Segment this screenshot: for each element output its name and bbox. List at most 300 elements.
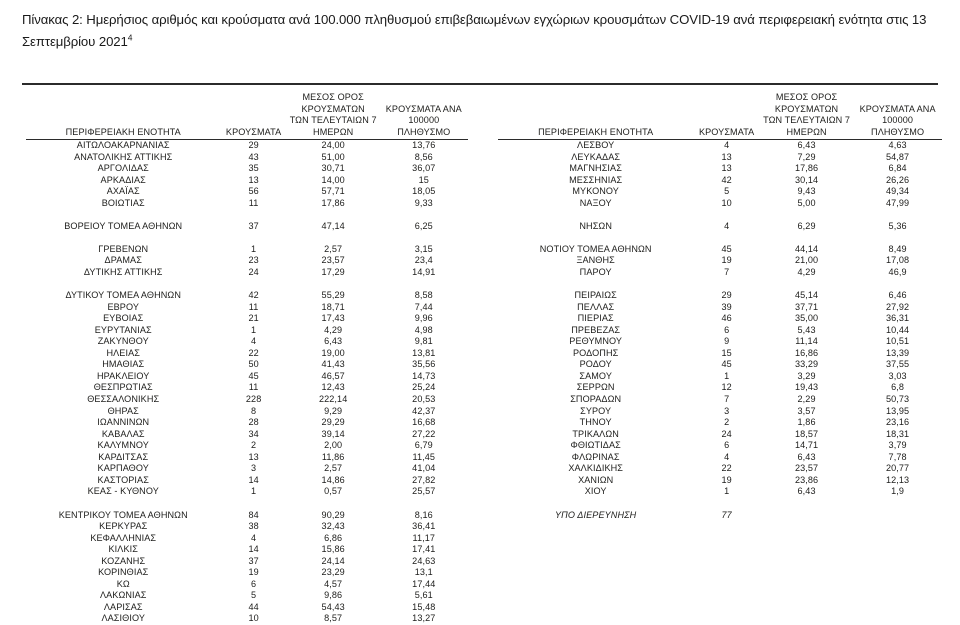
cell-per100k: 49,34 bbox=[885, 186, 910, 197]
table-row bbox=[498, 417, 942, 429]
cell-avg7: 5,00 bbox=[797, 197, 816, 208]
cell-region-name: ΒΟΡΕΙΟΥ ΤΟΜΕΑ ΑΘΗΝΩΝ bbox=[64, 220, 183, 231]
cell-avg7: 8,57 bbox=[324, 613, 343, 624]
cell-per100k: 10,51 bbox=[885, 336, 910, 347]
cell-per100k: 54,87 bbox=[885, 151, 910, 162]
cell-cases: 22 bbox=[248, 347, 259, 358]
cell-cases: 6 bbox=[724, 324, 730, 335]
cell-region-name: ΜΥΚΟΝΟΥ bbox=[572, 186, 619, 197]
cell-cases: 1 bbox=[251, 243, 257, 254]
table-row bbox=[26, 198, 468, 210]
cell-cases: 38 bbox=[248, 521, 259, 532]
cell-cases: 10 bbox=[248, 613, 259, 624]
cell-avg7: 23,86 bbox=[794, 474, 819, 485]
cell-per100k: 27,22 bbox=[412, 428, 436, 439]
cell-cases: 35 bbox=[248, 163, 259, 174]
cell-region-name: ΡΕΘΥΜΝΟΥ bbox=[569, 336, 623, 347]
cell-per100k: 7,78 bbox=[888, 451, 907, 462]
cell-per100k: 3,03 bbox=[888, 370, 907, 381]
cell-per100k: 17,44 bbox=[412, 578, 436, 589]
cell-cases: 45 bbox=[248, 370, 259, 381]
cell-cases: 37 bbox=[248, 220, 259, 231]
cell-per100k: 3,15 bbox=[414, 243, 433, 254]
cell-cases: 6 bbox=[724, 440, 730, 451]
cell-avg7: 9,29 bbox=[324, 405, 343, 416]
cell-avg7: 14,86 bbox=[321, 474, 345, 485]
cell-region-name: ΛΑΣΙΘΙΟΥ bbox=[101, 613, 145, 624]
cell-region-name: ΦΘΙΩΤΙΔΑΣ bbox=[570, 440, 621, 451]
cell-region-name: ΛΑΚΩΝΙΑΣ bbox=[99, 590, 147, 601]
table-row bbox=[498, 175, 942, 187]
cell-cases: 37 bbox=[248, 555, 259, 566]
cell-per100k: 36,07 bbox=[412, 163, 436, 174]
cell-per100k: 8,56 bbox=[414, 151, 433, 162]
table-row bbox=[26, 175, 468, 187]
cell-per100k: 16,68 bbox=[412, 417, 436, 428]
cell-cases: 29 bbox=[248, 140, 259, 150]
table-row bbox=[498, 452, 942, 464]
spacer-cell bbox=[26, 232, 468, 244]
cell-cases: 4 bbox=[724, 451, 730, 462]
table-row bbox=[26, 382, 468, 394]
cell-cases: 228 bbox=[245, 394, 262, 405]
cell-per100k: 17,08 bbox=[885, 255, 910, 266]
spacer-cell bbox=[26, 209, 468, 221]
spacer-cell bbox=[26, 279, 468, 291]
table-row bbox=[498, 152, 942, 164]
cell-avg7: 17,43 bbox=[321, 313, 345, 324]
cell-per100k: 8,58 bbox=[414, 290, 433, 301]
spacer-cell bbox=[498, 498, 942, 510]
cell-per100k: 12,13 bbox=[885, 474, 910, 485]
table-spacer-row bbox=[498, 279, 942, 291]
cell-avg7: 12,43 bbox=[321, 382, 345, 393]
cell-avg7: 41,43 bbox=[321, 359, 345, 370]
cell-cases: 46 bbox=[721, 313, 732, 324]
cell-region-name: ΚΩ bbox=[116, 578, 130, 589]
cell-region-name: ΞΑΝΘΗΣ bbox=[576, 255, 615, 266]
table-row bbox=[498, 510, 942, 522]
cell-avg7: 90,29 bbox=[321, 509, 345, 520]
cell-cases: 77 bbox=[721, 509, 732, 520]
cell-region-name: ΙΩΑΝΝΙΝΩΝ bbox=[97, 417, 150, 428]
table-row bbox=[26, 510, 468, 522]
table-row bbox=[26, 152, 468, 164]
cell-avg7: 2,00 bbox=[324, 440, 343, 451]
cell-per100k: 14,91 bbox=[412, 267, 436, 278]
col-header-avg7-line1: ΜΕΣΟΣ ΟΡΟΣ ΚΡΟΥΣΜΑΤΩΝ bbox=[301, 92, 365, 114]
cell-region-name: ΠΡΕΒΕΖΑΣ bbox=[571, 324, 621, 335]
right-data-table bbox=[498, 92, 942, 521]
col-header-per100k-line2: ΠΛΗΘΥΣΜΟ bbox=[871, 126, 925, 137]
cell-avg7: 6,43 bbox=[797, 451, 816, 462]
left-data-table bbox=[26, 92, 468, 625]
col-header-avg7-line2: ΤΩΝ ΤΕΛΕΥΤΑΙΩΝ 7 ΗΜΕΡΩΝ bbox=[763, 115, 851, 137]
cell-region-name: ΗΛΕΙΑΣ bbox=[106, 347, 140, 358]
cell-cases: 13 bbox=[248, 174, 259, 185]
table-row bbox=[26, 429, 468, 441]
cell-region-name: ΚΙΛΚΙΣ bbox=[108, 544, 138, 555]
cell-cases: 9 bbox=[724, 336, 730, 347]
cell-cases: 7 bbox=[724, 267, 730, 278]
cell-avg7: 19,00 bbox=[321, 347, 345, 358]
cell-region-name: ΦΛΩΡΙΝΑΣ bbox=[571, 451, 620, 462]
cell-avg7: 2,29 bbox=[797, 394, 816, 405]
cell-region-name: ΚΑΛΥΜΝΟΥ bbox=[97, 440, 149, 451]
cell-cases: 11 bbox=[248, 301, 259, 312]
cell-avg7: 21,00 bbox=[794, 255, 819, 266]
cell-cases: 15 bbox=[721, 347, 732, 358]
cell-cases: 29 bbox=[721, 290, 732, 301]
cell-per100k: 11,17 bbox=[412, 532, 436, 543]
table-row bbox=[26, 186, 468, 198]
cell-per100k: 5,36 bbox=[888, 220, 907, 231]
table-row bbox=[498, 336, 942, 348]
cell-region-name: ΗΡΑΚΛΕΙΟΥ bbox=[96, 370, 150, 381]
cell-avg7: 4,29 bbox=[324, 324, 343, 335]
cell-avg7: 54,43 bbox=[321, 601, 345, 612]
cell-avg7: 222,14 bbox=[318, 394, 348, 405]
table-row bbox=[498, 198, 942, 210]
cell-per100k: 7,44 bbox=[414, 301, 433, 312]
table-spacer-row bbox=[498, 232, 942, 244]
cell-region-name: ΖΑΚΥΝΘΟΥ bbox=[97, 336, 149, 347]
cell-cases: 43 bbox=[248, 151, 259, 162]
cell-per100k: 13,95 bbox=[885, 405, 910, 416]
cell-per100k: 15 bbox=[418, 174, 429, 185]
table-row bbox=[26, 567, 468, 579]
cell-per100k: 18,05 bbox=[412, 186, 436, 197]
col-header-cases: ΚΡΟΥΣΜΑΤΑ bbox=[693, 92, 760, 140]
cell-region-name: ΣΑΜΟΥ bbox=[579, 370, 612, 381]
cell-avg7: 51,00 bbox=[321, 151, 345, 162]
cell-region-name: ΡΟΔΟΠΗΣ bbox=[572, 347, 619, 358]
cell-cases: 4 bbox=[251, 336, 257, 347]
cell-region-name: ΘΕΣΠΡΩΤΙΑΣ bbox=[93, 382, 153, 393]
cell-cases: 3 bbox=[724, 405, 730, 416]
cell-cases: 5 bbox=[724, 186, 730, 197]
table-spacer-row bbox=[26, 209, 468, 221]
cell-cases: 42 bbox=[248, 290, 259, 301]
cell-avg7: 35,00 bbox=[794, 313, 819, 324]
cell-per100k: 47,99 bbox=[885, 197, 910, 208]
cell-avg7: 6,43 bbox=[324, 336, 343, 347]
cell-cases: 4 bbox=[724, 220, 730, 231]
cell-cases: 11 bbox=[248, 197, 259, 208]
cell-cases: 12 bbox=[721, 382, 732, 393]
table-row bbox=[26, 163, 468, 175]
cell-avg7: 45,14 bbox=[794, 290, 819, 301]
cell-cases: 4 bbox=[251, 532, 257, 543]
cell-cases: 34 bbox=[248, 428, 259, 439]
spacer-cell bbox=[498, 279, 942, 291]
cell-cases: 14 bbox=[248, 544, 259, 555]
table-row bbox=[498, 163, 942, 175]
cell-avg7: 23,57 bbox=[321, 255, 345, 266]
cell-avg7 bbox=[760, 510, 853, 522]
cell-avg7: 3,29 bbox=[797, 370, 816, 381]
cell-avg7: 2,57 bbox=[324, 243, 343, 254]
cell-cases: 45 bbox=[721, 359, 732, 370]
table-row bbox=[26, 440, 468, 452]
cell-per100k: 4,63 bbox=[888, 140, 907, 150]
cell-per100k: 8,16 bbox=[414, 509, 433, 520]
right-table-header bbox=[498, 92, 942, 140]
cell-region-name: ΘΗΡΑΣ bbox=[107, 405, 139, 416]
table-row bbox=[498, 244, 942, 256]
table-row bbox=[26, 613, 468, 625]
col-header-region: ΠΕΡΙΦΕΡΕΙΑΚΗ ΕΝΟΤΗΤΑ bbox=[26, 92, 220, 140]
header-row bbox=[26, 92, 468, 140]
cell-per100k: 13,39 bbox=[885, 347, 910, 358]
table-row bbox=[498, 313, 942, 325]
table-row bbox=[26, 371, 468, 383]
cell-cases: 1 bbox=[251, 486, 257, 497]
table-row bbox=[26, 290, 468, 302]
cell-cases: 11 bbox=[248, 382, 259, 393]
cell-avg7: 6,43 bbox=[797, 486, 816, 497]
table-row bbox=[26, 336, 468, 348]
cell-cases: 13 bbox=[248, 451, 259, 462]
table-row bbox=[26, 359, 468, 371]
cell-region-name: ΧΑΛΚΙΔΙΚΗΣ bbox=[568, 463, 623, 474]
cell-region-name: ΛΑΡΙΣΑΣ bbox=[103, 601, 143, 612]
cell-avg7: 46,57 bbox=[321, 370, 345, 381]
col-header-avg7-line2: ΤΩΝ ΤΕΛΕΥΤΑΙΩΝ 7 ΗΜΕΡΩΝ bbox=[289, 115, 377, 137]
cell-cases: 1 bbox=[724, 486, 730, 497]
table-row bbox=[498, 406, 942, 418]
cell-region-name: ΚΟΡΙΝΘΙΑΣ bbox=[98, 567, 149, 578]
table-row bbox=[26, 602, 468, 614]
table-spacer-row bbox=[498, 498, 942, 510]
cell-per100k: 13,76 bbox=[412, 140, 436, 150]
cell-cases: 28 bbox=[248, 417, 259, 428]
cell-region-name: ΠΙΕΡΙΑΣ bbox=[577, 313, 614, 324]
table-row bbox=[26, 244, 468, 256]
cell-avg7: 2,57 bbox=[324, 463, 343, 474]
cell-per100k: 6,25 bbox=[414, 220, 433, 231]
cell-cases: 7 bbox=[724, 394, 730, 405]
table-row bbox=[498, 371, 942, 383]
cell-per100k: 23,16 bbox=[885, 417, 910, 428]
cell-avg7: 47,14 bbox=[321, 220, 345, 231]
cell-region-name: ΑΝΑΤΟΛΙΚΗΣ ΑΤΤΙΚΗΣ bbox=[74, 151, 173, 162]
cell-region-name: ΔΥΤΙΚΟΥ ΤΟΜΕΑ ΑΘΗΝΩΝ bbox=[65, 290, 181, 301]
cell-cases: 8 bbox=[251, 405, 257, 416]
cell-region-name: ΑΡΓΟΛΙΔΑΣ bbox=[97, 163, 149, 174]
cell-region-name: ΗΜΑΘΙΑΣ bbox=[102, 359, 145, 370]
cell-per100k: 13,27 bbox=[412, 613, 436, 624]
cell-cases: 19 bbox=[721, 255, 732, 266]
cell-per100k: 18,31 bbox=[885, 428, 910, 439]
cell-per100k: 9,96 bbox=[414, 313, 433, 324]
table-row bbox=[26, 348, 468, 360]
caption-line-2: ενότητα στις 13 Σεπτεμβρίου 2021 bbox=[22, 12, 927, 49]
cell-region-name: ΒΟΙΩΤΙΑΣ bbox=[101, 197, 145, 208]
col-header-avg7 bbox=[287, 92, 380, 140]
table-spacer-row bbox=[26, 498, 468, 510]
cell-per100k: 6,84 bbox=[888, 163, 907, 174]
cell-avg7: 32,43 bbox=[321, 521, 345, 532]
cell-avg7: 9,43 bbox=[797, 186, 816, 197]
cell-cases: 4 bbox=[724, 140, 730, 150]
cell-per100k: 3,79 bbox=[888, 440, 907, 451]
cell-per100k: 24,63 bbox=[412, 555, 436, 566]
cell-region-name: ΕΥΡΥΤΑΝΙΑΣ bbox=[94, 324, 152, 335]
table-spacer-row bbox=[26, 232, 468, 244]
table-row bbox=[498, 255, 942, 267]
cell-region-name: ΧΙΟΥ bbox=[584, 486, 607, 497]
spacer-cell bbox=[26, 498, 468, 510]
cell-region-name: ΠΕΙΡΑΙΩΣ bbox=[574, 290, 617, 301]
cell-cases: 21 bbox=[248, 313, 259, 324]
cell-avg7: 0,57 bbox=[324, 486, 343, 497]
cell-per100k: 20,53 bbox=[412, 394, 436, 405]
cell-per100k: 46,9 bbox=[888, 267, 907, 278]
table-row bbox=[26, 463, 468, 475]
cell-per100k: 9,33 bbox=[414, 197, 433, 208]
cell-region-name: ΚΕΝΤΡΙΚΟΥ ΤΟΜΕΑ ΑΘΗΝΩΝ bbox=[58, 509, 188, 520]
cell-region-name: ΥΠΟ ΔΙΕΡΕΥΝΗΣΗ bbox=[554, 509, 637, 520]
cell-region-name: ΧΑΝΙΩΝ bbox=[578, 474, 614, 485]
cell-region-name: ΝΟΤΙΟΥ ΤΟΜΕΑ ΑΘΗΝΩΝ bbox=[539, 243, 652, 254]
cell-cases: 10 bbox=[721, 197, 732, 208]
cell-avg7: 1,86 bbox=[797, 417, 816, 428]
cell-per100k: 20,77 bbox=[885, 463, 910, 474]
cell-region-name: ΛΕΣΒΟΥ bbox=[577, 140, 615, 150]
cell-per100k: 23,4 bbox=[414, 255, 433, 266]
cell-per100k: 5,61 bbox=[414, 590, 433, 601]
table-row bbox=[498, 486, 942, 498]
cell-avg7: 18,57 bbox=[794, 428, 819, 439]
cell-cases: 44 bbox=[248, 601, 259, 612]
cell-avg7: 5,43 bbox=[797, 324, 816, 335]
col-header-per100k-line2: ΠΛΗΘΥΣΜΟ bbox=[397, 126, 451, 137]
col-header-per100k bbox=[853, 92, 942, 140]
cell-avg7: 39,14 bbox=[321, 428, 345, 439]
cell-cases: 3 bbox=[251, 463, 257, 474]
cell-per100k: 10,44 bbox=[885, 324, 910, 335]
caption-line-1: Πίνακας 2: Ημερήσιος αριθμός και κρούσματα ανά 100.000 πληθυσμού επιβεβαιωμένων εγχώριων κρουσμάτων COVID-19 ανά περιφερειακή bbox=[22, 12, 835, 27]
cell-avg7: 6,86 bbox=[324, 532, 343, 543]
cell-avg7: 4,57 bbox=[324, 578, 343, 589]
cell-per100k: 13,1 bbox=[414, 567, 433, 578]
cell-per100k: 15,48 bbox=[412, 601, 436, 612]
cell-cases: 1 bbox=[724, 370, 730, 381]
cell-region-name: ΕΥΒΟΙΑΣ bbox=[103, 313, 144, 324]
cell-avg7: 30,14 bbox=[794, 174, 819, 185]
table-row bbox=[26, 533, 468, 545]
table-row bbox=[26, 579, 468, 591]
cell-avg7: 14,00 bbox=[321, 174, 345, 185]
cell-cases: 13 bbox=[721, 151, 732, 162]
cell-region-name: ΝΗΣΩΝ bbox=[579, 220, 612, 231]
cell-cases: 42 bbox=[721, 174, 732, 185]
col-header-per100k-line1: ΚΡΟΥΣΜΑΤΑ ΑΝΑ 100000 bbox=[385, 103, 462, 125]
col-header-avg7-line1: ΜΕΣΟΣ ΟΡΟΣ ΚΡΟΥΣΜΑΤΩΝ bbox=[774, 92, 839, 114]
cell-per100k: 8,49 bbox=[888, 243, 907, 254]
cell-cases: 19 bbox=[721, 474, 732, 485]
cell-region-name: ΝΑΞΟΥ bbox=[579, 197, 612, 208]
cell-per100k: 6,8 bbox=[891, 382, 905, 393]
cell-avg7: 6,43 bbox=[797, 140, 816, 150]
cell-per100k: 27,82 bbox=[412, 474, 436, 485]
table-row bbox=[26, 140, 468, 152]
cell-per100k: 13,81 bbox=[412, 347, 436, 358]
cell-cases: 84 bbox=[248, 509, 259, 520]
table-row bbox=[26, 313, 468, 325]
cell-avg7: 24,14 bbox=[321, 555, 345, 566]
col-header-avg7 bbox=[760, 92, 853, 140]
table-row bbox=[26, 406, 468, 418]
table-row bbox=[498, 429, 942, 441]
cell-region-name: ΑΧΑΪΑΣ bbox=[106, 186, 140, 197]
cell-cases: 45 bbox=[721, 243, 732, 254]
cell-per100k: 11,45 bbox=[412, 451, 436, 462]
cell-region-name: ΤΗΝΟΥ bbox=[579, 417, 612, 428]
cell-avg7: 11,86 bbox=[321, 451, 345, 462]
col-header-per100k bbox=[380, 92, 468, 140]
cell-per100k: 25,57 bbox=[412, 486, 436, 497]
cell-cases: 19 bbox=[248, 567, 259, 578]
cell-avg7: 24,00 bbox=[321, 140, 345, 150]
table-row bbox=[498, 221, 942, 233]
cell-avg7: 17,29 bbox=[321, 267, 345, 278]
cell-per100k: 17,41 bbox=[412, 544, 436, 555]
cell-avg7: 57,71 bbox=[321, 186, 345, 197]
cell-per100k: 36,41 bbox=[412, 521, 436, 532]
cell-per100k: 6,46 bbox=[888, 290, 907, 301]
cell-region-name: ΓΡΕΒΕΝΩΝ bbox=[98, 243, 149, 254]
table-row bbox=[26, 452, 468, 464]
cell-avg7: 37,71 bbox=[794, 301, 819, 312]
right-table-body bbox=[498, 140, 942, 522]
cell-cases: 1 bbox=[251, 324, 257, 335]
table-row bbox=[26, 475, 468, 487]
cell-region-name: ΠΕΛΛΑΣ bbox=[577, 301, 615, 312]
cell-region-name: ΣΠΟΡΑΔΩΝ bbox=[570, 394, 622, 405]
cell-avg7: 17,86 bbox=[794, 163, 819, 174]
cell-region-name: ΘΕΣΣΑΛΟΝΙΚΗΣ bbox=[87, 394, 160, 405]
col-header-region: ΠΕΡΙΦΕΡΕΙΑΚΗ ΕΝΟΤΗΤΑ bbox=[498, 92, 693, 140]
cell-per100k: 27,92 bbox=[885, 301, 910, 312]
cell-per100k: 6,79 bbox=[414, 440, 433, 451]
table-row bbox=[26, 394, 468, 406]
cell-per100k: 1,9 bbox=[891, 486, 905, 497]
left-table-body bbox=[26, 140, 468, 625]
table-row bbox=[498, 290, 942, 302]
cell-region-name: ΠΑΡΟΥ bbox=[579, 267, 612, 278]
cell-per100k: 14,73 bbox=[412, 370, 436, 381]
table-row bbox=[498, 186, 942, 198]
left-table-header bbox=[26, 92, 468, 140]
table-row bbox=[26, 221, 468, 233]
table-row bbox=[498, 348, 942, 360]
cell-cases: 56 bbox=[248, 186, 259, 197]
cell-per100k bbox=[853, 510, 942, 522]
top-horizontal-rule bbox=[22, 83, 938, 85]
left-table-block bbox=[0, 92, 480, 625]
cell-region-name: ΔΡΑΜΑΣ bbox=[104, 255, 142, 266]
cell-region-name: ΕΒΡΟΥ bbox=[107, 301, 139, 312]
table-spacer-row bbox=[498, 209, 942, 221]
right-table-block bbox=[480, 92, 960, 625]
cell-avg7: 15,86 bbox=[321, 544, 345, 555]
cell-per100k: 50,73 bbox=[885, 394, 910, 405]
cell-avg7: 6,29 bbox=[797, 220, 816, 231]
cell-avg7: 23,29 bbox=[321, 567, 345, 578]
cell-region-name: ΤΡΙΚΑΛΩΝ bbox=[572, 428, 619, 439]
